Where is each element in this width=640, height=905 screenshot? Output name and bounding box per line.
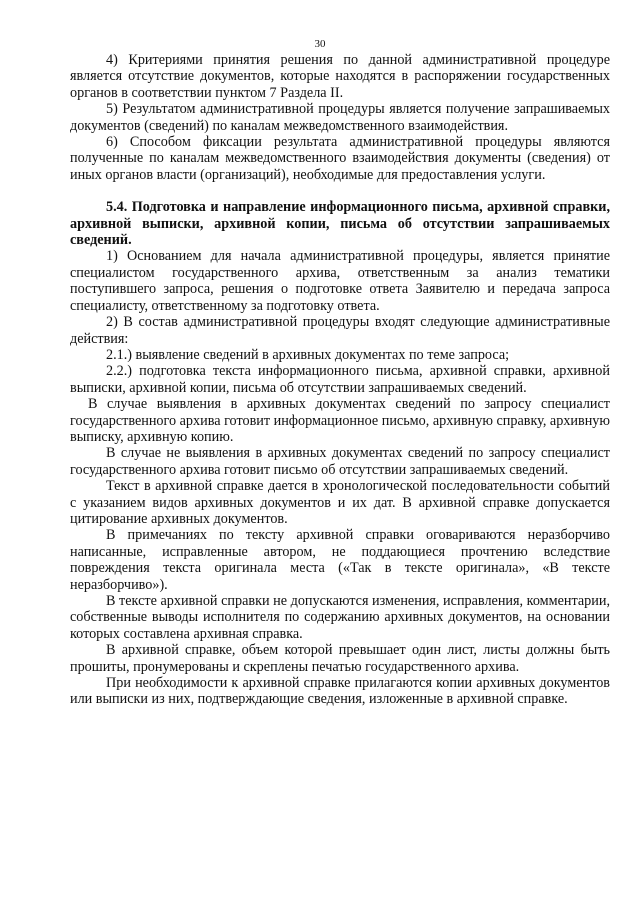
paragraph-actions: 2) В состав административной процедуры входят следующие административные действия: bbox=[70, 314, 610, 347]
paragraph-not-found: В случае не выявления в архивных документах сведений по запросу специалист государственного архива готовит письмо об отсутствии запрашиваемых сведений. bbox=[70, 445, 610, 478]
paragraph-chronology: Текст в архивной справке дается в хронологической последовательности событий с указанием видов архивных документов и их дат. В архивной справке допускается цитирование архивных документов. bbox=[70, 478, 610, 527]
paragraph-action-2-1: 2.1.) выявление сведений в архивных документах по теме запроса; bbox=[106, 346, 510, 363]
paragraph-basis: 1) Основанием для начала административной процедуры, является принятие специалистом государственного архива, ответственным за анализ тематики поступившего запроса, решения о подготовке ответа Заявителю и передача запроса специалисту, ответственному за подготовку ответа. bbox=[70, 248, 610, 314]
paragraph-action-2-2: 2.2.) подготовка текста информационного письма, архивной справки, архивной выписки, архивной копии, письма об отсутствии запрашиваемых сведений. bbox=[70, 363, 610, 396]
paragraph-fixation: 6) Способом фиксации результата административной процедуры являются полученные по каналам межведомственного взаимодействия документы (сведения) от иных органов власти (организаций), необходимые для предоставления услуги. bbox=[70, 134, 610, 183]
paragraph-found: В случае выявления в архивных документах сведений по запросу специалист государственного архива готовит информационное письмо, архивную справку, архивную выписку, архивную копию. bbox=[70, 396, 610, 445]
paragraph-attachments: При необходимости к архивной справке прилагаются копии архивных документов или выписки из них, подтверждающие сведения, изложенные в архивной справке. bbox=[70, 675, 610, 708]
section-heading: 5.4. Подготовка и направление информационного письма, архивной справки, архивной выписки, архивной копии, письма об отсутствии запрашиваемых сведений. bbox=[70, 199, 610, 249]
paragraph-result: 5) Результатом административной процедуры является получение запрашиваемых документов (сведений) по каналам межведомственного взаимодействия. bbox=[70, 101, 610, 134]
paragraph-notes: В примечаниях по тексту архивной справки оговариваются неразборчиво написанные, исправленные автором, не поддающиеся прочтению вследствие повреждения текста оригинала места («Так в тексте оригинала», «В тексте неразборчиво»). bbox=[70, 527, 610, 593]
paragraph-binding: В архивной справке, объем которой превышает один лист, листы должны быть прошиты, пронумерованы и скреплены печатью государственного архива. bbox=[70, 642, 610, 675]
paragraph-no-changes: В тексте архивной справки не допускаются изменения, исправления, комментарии, собственные выводы исполнителя по содержанию архивных документов, на основании которых составлена архивная справка. bbox=[70, 593, 610, 642]
page-number: 30 bbox=[314, 38, 326, 50]
document-body bbox=[70, 52, 610, 708]
paragraph-criteria: 4) Критериями принятия решения по данной административной процедуре является отсутствие документов, которые находятся в распоряжении государственных органов в соответствии пунктом 7 Раздела II. bbox=[70, 52, 610, 101]
